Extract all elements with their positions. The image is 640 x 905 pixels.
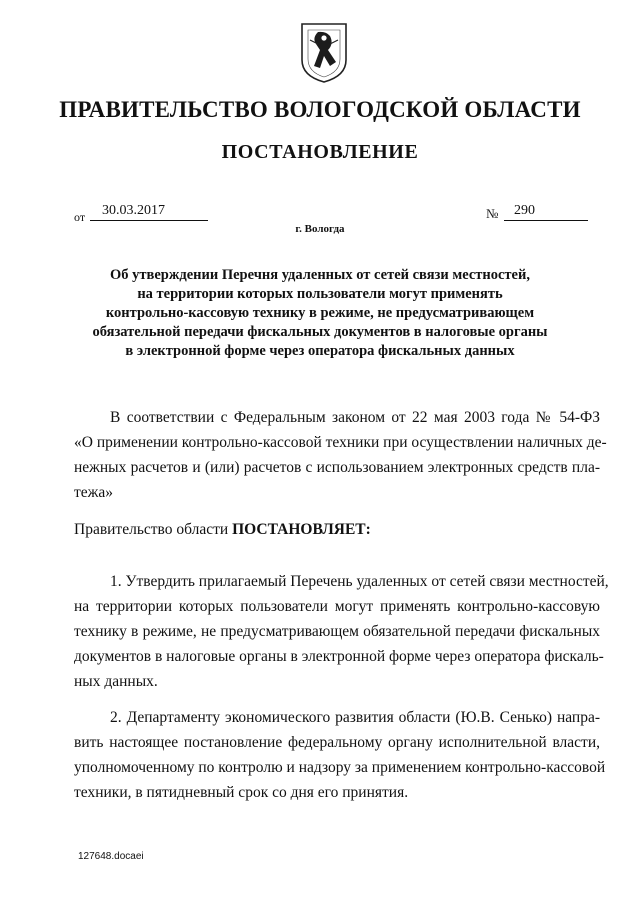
title-line: контрольно-кассовую технику в режиме, не предусматривающем bbox=[105, 305, 535, 321]
resolves-text bbox=[74, 517, 600, 542]
preamble-paragraph bbox=[74, 405, 607, 505]
text-line: В соответствии с Федеральным законом от 22 мая 2003 года № 54-ФЗ bbox=[110, 409, 600, 426]
text-line: «О применении контрольно-кассовой техники при осуществлении наличных де- bbox=[74, 434, 607, 451]
file-name: 127648.docaei bbox=[78, 851, 144, 862]
text-line: тежа» bbox=[74, 484, 113, 501]
text-line: на территории которых пользователи могут применять контрольно-кассовую bbox=[74, 598, 600, 615]
text-line: уполномоченному по контролю и надзору за применением контрольно-кассовой bbox=[74, 759, 606, 776]
item-1-paragraph bbox=[74, 569, 609, 694]
resolves-keyword: ПОСТАНОВЛЯЕТ: bbox=[232, 521, 371, 538]
document-date: 30.03.2017 bbox=[102, 203, 165, 218]
text-line: документов в налоговые органы в электронной форме через оператора фискаль- bbox=[74, 648, 604, 665]
document-type: ПОСТАНОВЛЕНИЕ bbox=[221, 141, 419, 163]
text-line: нежных расчетов и (или) расчетов с использованием электронных средств пла- bbox=[74, 459, 600, 476]
text-line: вить настоящее постановление федеральному органу исполнительной власти, bbox=[74, 734, 600, 751]
document-title bbox=[60, 266, 580, 361]
vologda-coat-of-arms-icon bbox=[300, 22, 348, 84]
text-line: технику в режиме, не предусматривающем обязательной передачи фискальных bbox=[74, 623, 600, 640]
organization-title: ПРАВИТЕЛЬСТВО ВОЛОГОДСКОЙ ОБЛАСТИ bbox=[59, 97, 581, 122]
resolves-prefix: Правительство области bbox=[74, 521, 233, 538]
title-line: Об утверждении Перечня удаленных от сетей связи местностей, bbox=[110, 267, 530, 283]
document-number: 290 bbox=[514, 203, 535, 218]
city: г. Вологда bbox=[295, 223, 345, 235]
resolves-line bbox=[74, 517, 600, 542]
text-line: ных данных. bbox=[74, 673, 158, 690]
title-line: в электронной форме через оператора фискальных данных bbox=[125, 343, 515, 359]
title-line: на территории которых пользователи могут применять bbox=[137, 286, 503, 302]
text-line: техники, в пятидневный срок со дня его принятия. bbox=[74, 784, 409, 801]
text-line: 1. Утвердить прилагаемый Перечень удаленных от сетей связи местностей, bbox=[110, 573, 609, 590]
title-line: обязательной передачи фискальных документов в налоговые органы bbox=[92, 324, 548, 340]
date-label: от bbox=[74, 210, 86, 224]
item-2-paragraph bbox=[74, 705, 606, 805]
text-line: 2. Департаменту экономического развития области (Ю.В. Сенько) напра- bbox=[110, 709, 600, 726]
number-underline bbox=[504, 220, 588, 221]
date-underline bbox=[90, 220, 208, 221]
number-label: № bbox=[486, 206, 499, 221]
